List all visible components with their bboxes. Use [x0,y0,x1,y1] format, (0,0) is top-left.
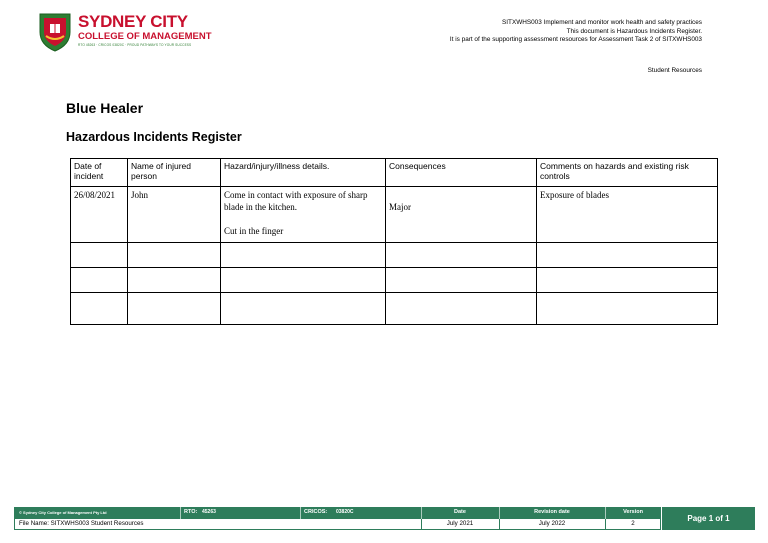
table-row [71,187,718,243]
company-name: Blue Healer [66,100,144,116]
column-header-details: Hazard/injury/illness details. [221,159,386,187]
footer-cricos-label: CRICOS: [304,509,328,515]
empty-cell[interactable] [386,268,537,293]
page-number: Page 1 of 1 [662,507,755,530]
empty-cell[interactable] [221,293,386,325]
empty-cell[interactable] [128,243,221,268]
footer-version-label: Version [623,509,643,515]
details-text: Come in contact with exposure of sharp blade in the kitchen. [224,190,368,212]
page-title: Hazardous Incidents Register [66,130,242,144]
consequence-value: Major [389,202,411,212]
footer-date-value: July 2021 [446,520,474,527]
column-header-name: Name of injured person [128,159,221,187]
cell-name[interactable] [128,187,221,243]
header-unit-line: SITXWHS003 Implement and monitor work health and safety practices [502,19,702,26]
footer-rto-label: RTO: [184,509,198,515]
header-assessment-line: It is part of the supporting assessment resources for Assessment Task 2 of SITXWHS003 [449,36,702,44]
table-row [71,293,718,325]
empty-cell[interactable] [386,293,537,325]
table-header-row [71,159,718,187]
cell-date[interactable] [71,187,128,243]
brand-subtitle: COLLEGE OF MANAGEMENT [78,31,212,42]
cell-comments[interactable] [537,187,718,243]
footer-copyright: © Sydney City College of Management Pty Ltd [19,510,107,515]
table-row [71,268,718,293]
empty-cell[interactable] [71,293,128,325]
cell-consequence[interactable] [386,187,537,243]
empty-cell[interactable] [71,268,128,293]
brand-name: SYDNEY CITY [78,12,188,31]
footer-value-row [14,519,661,530]
footer-revision-value: July 2022 [538,520,566,527]
college-logo [36,12,212,52]
cell-details[interactable] [221,187,386,243]
empty-cell[interactable] [537,268,718,293]
footer-rto-value: 45263 [202,509,216,515]
footer-divider [300,507,301,519]
header-document-line: This document is Hazardous Incidents Register. [566,27,702,35]
column-header-date: Date of incident [71,159,128,187]
footer-file-name: File Name: SITXWHS003 Student Resources [19,520,144,527]
brand-tagline: RTO 45263 · CRICOS 03820C · PROUD PATHWAYS TO YOUR SUCCESS [78,43,192,47]
footer-info-grid [14,507,661,530]
footer-revision-label: Revision date [534,509,570,515]
column-header-comments: Comments on hazards and existing risk controls [537,159,718,187]
footer-date-label: Date [454,509,466,515]
name-value: John [131,190,149,200]
footer-divider [180,507,181,519]
table-row [71,243,718,268]
empty-cell[interactable] [128,268,221,293]
empty-cell[interactable] [221,268,386,293]
empty-cell[interactable] [128,293,221,325]
details-injury-text: Cut in the finger [224,226,284,236]
incidents-register-table [70,158,718,325]
date-value: 26/08/2021 [74,190,116,200]
comments-value: Exposure of blades [540,190,609,200]
empty-cell[interactable] [537,293,718,325]
column-header-consequences: Consequences [386,159,537,187]
empty-cell[interactable] [71,243,128,268]
document-header [450,19,702,45]
empty-cell[interactable] [221,243,386,268]
student-resources-label: Student Resources [647,67,702,74]
empty-cell[interactable] [386,243,537,268]
footer-label-row [14,507,661,519]
college-crest-icon [36,12,74,52]
document-footer [14,507,755,530]
empty-cell[interactable] [537,243,718,268]
footer-cricos-value: 03820C [336,509,354,515]
footer-version-value: 2 [631,520,635,527]
